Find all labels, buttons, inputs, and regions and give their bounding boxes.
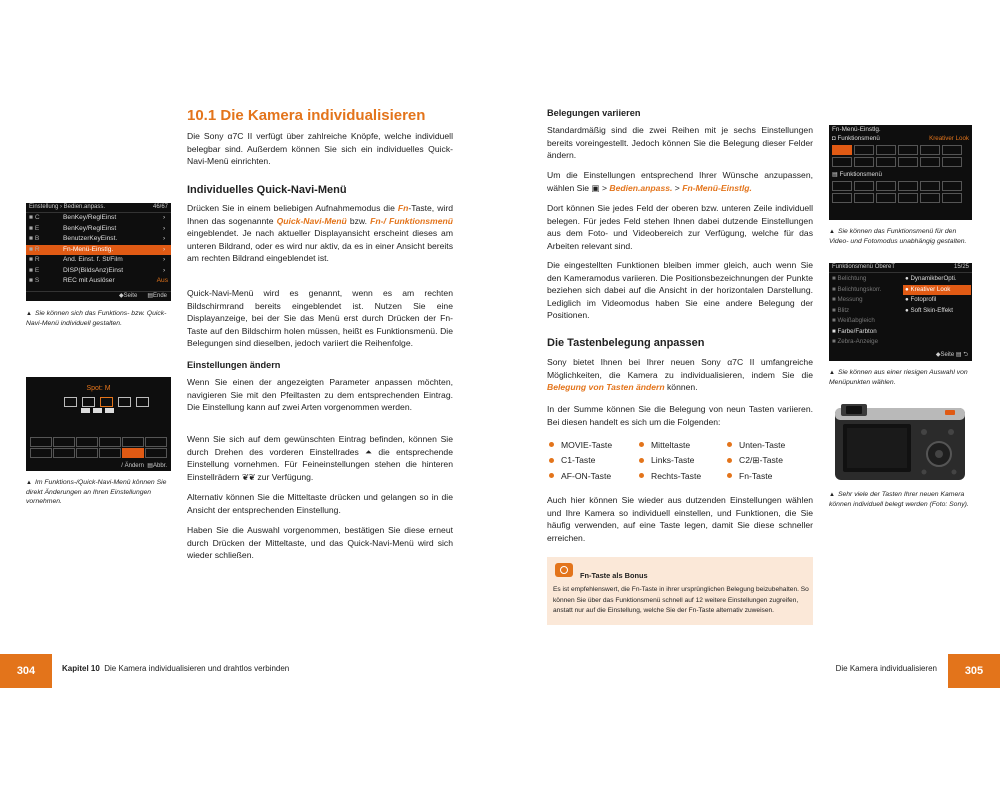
bullet-icon [727,442,732,447]
options-left-list [832,274,904,348]
caption-fn-menu: ▲ Sie können das Funktionsmenü für den Video- und Fotomodus unabhängig gestalten. [829,228,967,245]
options-header: Funktionsmenü ObereT [832,264,896,270]
menu-footer-seite: ◆Seite [119,293,138,299]
bullet-icon [727,458,732,463]
bullet-icon [639,442,644,447]
key-list-item: C1-Taste [549,455,639,465]
menu-item-label: BenKey/ReglEinst [63,224,117,232]
change-paragraph-4: Haben Sie die Auswahl vorgenommen, bestätigen Sie diese erneut durch Drücken der Mitteltaste, und das Quick-Navi-Menü wird sich wieder schließen. [187,525,453,561]
footer-left: Kapitel 10 Die Kamera individualisieren und drahtlos verbinden [62,664,290,673]
key-list-item: AF-ON-Taste [549,471,639,481]
menu-side-tab: ■ S [29,277,40,284]
quick-navi-screenshot [26,377,171,471]
menu-side-tab: ■ C [29,214,40,221]
menu-item-label: BenutzerKeyEinst. [63,235,118,242]
bullet-icon [727,473,732,478]
buttons-paragraph-2: In der Summe können Sie die Belegung von neun Tasten variieren. Bei diesen handelt es sich um die Folgenden: [547,404,813,427]
rear-dial-icon: ❦❦ [241,471,256,482]
bullet-icon [639,458,644,463]
key-list-item: Unten-Taste [727,440,815,450]
bullet-icon [639,473,644,478]
change-paragraph-3: Alternativ können Sie die Mitteltaste drücken und gelangen so in die Ansicht der entsprechenden Einstellung. [187,492,453,515]
menu-item[interactable] [26,276,171,287]
options-left-item[interactable]: ■ Weißabgleich [832,317,875,324]
options-footer: ◆Seite ▤ ⮌ [935,352,968,358]
menu-side-tab: ■ R [29,245,40,253]
page-number-right: 305 [948,654,1000,688]
menu-item-label: REC mit Auslöser [63,277,115,284]
menu-item-label: And. Einst. f. St/Film [63,256,123,263]
menu-item-label: DISP(BildsAnz)Einst [63,266,124,274]
caption-camera: ▲ Sehr viele der Tasten Ihrer neuen Kamera können individuell belegt werden (Foto: Sony). [829,491,969,508]
bullet-icon [549,458,554,463]
section-change-heading: Einstellungen ändern [187,360,281,370]
caption-options: ▲ Sie können aus einer riesigen Auswahl von Menüpunkten wählen. [829,369,968,386]
tip-text: Es ist empfehlenswert, die Fn-Taste in ihrer ursprünglichen Belegung beizubehalten. So können Sie über das Funktionsmenü schnell auf 12 weitere Einstellungen zugreifen, anstatt nur auf die Einstellung, welche Sie der Fn-Taste alternativ zuweisen. [553,586,809,614]
variations-paragraph-1: Standardmäßig sind die zwei Reihen mit je sechs Einstellungen bereits voreingestellt. Jedoch können Sie die Belegung dieser Felder ändern. [547,125,813,161]
variations-paragraph-4: Die eingestellten Funktionen bleiben immer gleich, auch wenn Sie den Kameramodus variieren. Die Positionsbezeichnungen der Punkte beziehen sich dabei auf die Ansicht in der horizontalen Darstellung. Lediglich im Videomodus haben Sie eine andere Belegung der Positionen. [547,260,813,321]
function-menu-options-screenshot [829,263,972,361]
change-paragraph-1: Wenn Sie einen der angezeigten Parameter anpassen möchten, navigieren Sie mit den Pfeiltasten zu dem entsprechenden Eintrag. Die Einstellung kann auf zwei Arten vorgenommen werden. [187,377,453,413]
footer-right: Die Kamera individualisieren [835,664,937,673]
variations-paragraph-2: Um die Einstellungen entsprechend Ihrer Wünsche anzupassen, wählen Sie ▣ > Bedien.anpass. > Fn-Menü-Einstlg. [547,170,813,193]
section-buttons-heading: Die Tastenbelegung anpassen [547,337,705,349]
fn-photo-section: ◘ Funktionsmenü [832,135,880,142]
options-left-item[interactable]: ■ Farbe/Farbton [832,327,877,335]
variations-paragraph-3: Dort können Sie jedes Feld der oberen bzw. unteren Zeile individuell belegen. Für jedes Feld stehen Ihnen dabei dutzende Einstellungen aus dem Foto- und Videobereich zur Verfügung, welche für das Arbeiten relevant sind. [547,203,813,251]
fn-menu-settings-screenshot [829,125,972,220]
key-list-item: C2/⊞-Taste [727,455,815,466]
chevron-right-icon: › [163,256,166,263]
key-list-item: Links-Taste [639,455,727,465]
key-list [549,437,819,484]
options-left-item[interactable]: ■ Blitz [832,306,850,314]
tip-box [547,557,813,625]
options-right-item[interactable]: ● Fotoprofil [905,296,937,303]
menu-item-label: BenKey/ReglEinst [63,214,117,221]
menu-side-tab: ■ R [29,256,40,263]
bullet-icon [549,442,554,447]
front-dial-icon: ⏶ [365,446,373,457]
key-list-item: MOVIE-Taste [549,440,639,450]
caption-quick-navi: ▲ Im Funktions-/Quick-Navi-Menü können Sie direkt Änderungen an Ihren Einstellungen vornehmen. [26,479,167,505]
quick-navi-paragraph-2: Quick-Navi-Menü wird es genannt, wenn es am rechten Bildschirmrand bereits eingeblendet ist. Nutzen Sie eine Displayanzeige, bei der Sie das Menü erst durch Drücken der Fn-Taste auf den Bildschirm holen müssen, heißt es Funktionsmenü. Die Belegungen sind dieselben, jedoch variiert die Reihenfolge. [187,288,453,349]
menu-item[interactable] [26,245,171,256]
intro-paragraph: Die Sony α7C II verfügt über zahlreiche Knöpfe, welche individuell belegbar sind. Außerdem können Sie sich ein individuelles Quick-Navi-Menü einrichten. [187,131,453,167]
change-paragraph-2: Wenn Sie sich auf dem gewünschten Eintrag befinden, können Sie durch Drehen des vorderen Einstellrades ⏶ die entsprechende Einstellung vornehmen. Für Feineinstellungen stehen die hinteren Einstellrädern ❦❦ zur Verfügung. [187,434,453,482]
options-page-count: 15/25 [953,264,969,270]
menu-item[interactable] [26,255,171,266]
fn-video-section: ▤ Funktionsmenü [832,171,882,178]
menu-header-path: Einstellung › Bedien.anpass. [29,204,106,210]
chevron-right-icon: › [163,214,166,221]
menu-item[interactable] [26,224,171,235]
options-left-item[interactable]: ■ Belichtung [832,275,867,282]
menu-side-tab: ■ E [29,266,40,274]
options-right-list [903,274,971,316]
fn-photo-selected: Kreativer Look [929,135,969,142]
options-left-item[interactable]: ■ Messung [832,296,863,303]
menu-item-value: Aus [156,277,168,284]
quick-navi-footer: / Ändern ▤Abbr. [121,463,167,469]
options-left-item[interactable]: ■ Zebra-Anzeige [832,338,879,345]
fn-screen-title: Fn-Menü-Einstlg. [832,126,881,133]
menu-list [26,213,171,287]
menu-footer-ende: ▤Ende [147,293,167,299]
menu-side-tab: ■ B [29,235,40,242]
menu-item[interactable] [26,234,171,245]
quick-navi-paragraph-1: Drücken Sie in einem beliebigen Aufnahmemodus die Fn-Taste, wird Ihnen das sogenannte Quick-Navi-Menü bzw. Fn-/ Funktionsmenü eingeblendet. Je nach aktueller Displayansicht erscheint dieses am unteren Bildrand, oder es wird nur aktiv, da es in einer Ansicht bereits am rechten Bildrand eingeblendet ist. [187,203,453,264]
key-list-item: Fn-Taste [727,471,815,481]
options-right-item[interactable]: ● Kreativer Look [903,285,971,296]
camera-icon [555,563,573,577]
caption-menu: ▲ Sie können sich das Funktions- bzw. Quick-Navi-Menü individuell gestalten. [26,310,167,327]
section-quick-navi-heading: Individuelles Quick-Navi-Menü [187,184,347,196]
buttons-paragraph-1: Sony bietet Ihnen bei Ihrer neuen Sony α7C II umfangreiche Möglichkeiten, die Kamera zu individualisieren, indem Sie die Belegung von Tasten ändern können. [547,357,813,393]
page-number-left: 304 [0,654,52,688]
chevron-right-icon: › [163,245,166,253]
options-right-item[interactable]: ● Soft Skin-Effekt [905,306,953,314]
chevron-right-icon: › [163,224,166,232]
menu-page-count: 46/67 [152,204,168,210]
key-list-item: Rechts-Taste [639,471,727,481]
menu-item[interactable] [26,213,171,224]
bedien-anpass-menu-screenshot [26,203,171,301]
options-left-item[interactable]: ■ Belichtungskorr. [832,285,882,293]
bullet-icon [549,473,554,478]
menu-item[interactable] [26,266,171,277]
chapter-title: 10.1 Die Kamera individualisieren [187,107,426,124]
chevron-right-icon: › [163,266,166,274]
key-list-item: Mitteltaste [639,440,727,450]
menu-side-tab: ■ E [29,224,40,232]
options-right-item[interactable]: ● DynamikberOpti. [905,275,957,282]
camera-back-photo [829,402,972,484]
settings-menu-icon: ▣ [591,182,600,193]
spot-mode-label: Spot: M [86,385,111,392]
menu-item-label: Fn-Menü-Einstlg. [63,245,114,253]
tip-title: Fn-Taste als Bonus [580,571,648,580]
section-variations-heading: Belegungen variieren [547,108,641,118]
buttons-paragraph-3: Auch hier können Sie wieder aus dutzenden Einstellungen wählen und Ihre Kamera so individuell einstellen, und Funktionen, die Sie häufig verwenden, auf eine Taste legen, damit Sie diese schneller erreichen. [547,495,813,543]
chevron-right-icon: › [163,235,166,242]
